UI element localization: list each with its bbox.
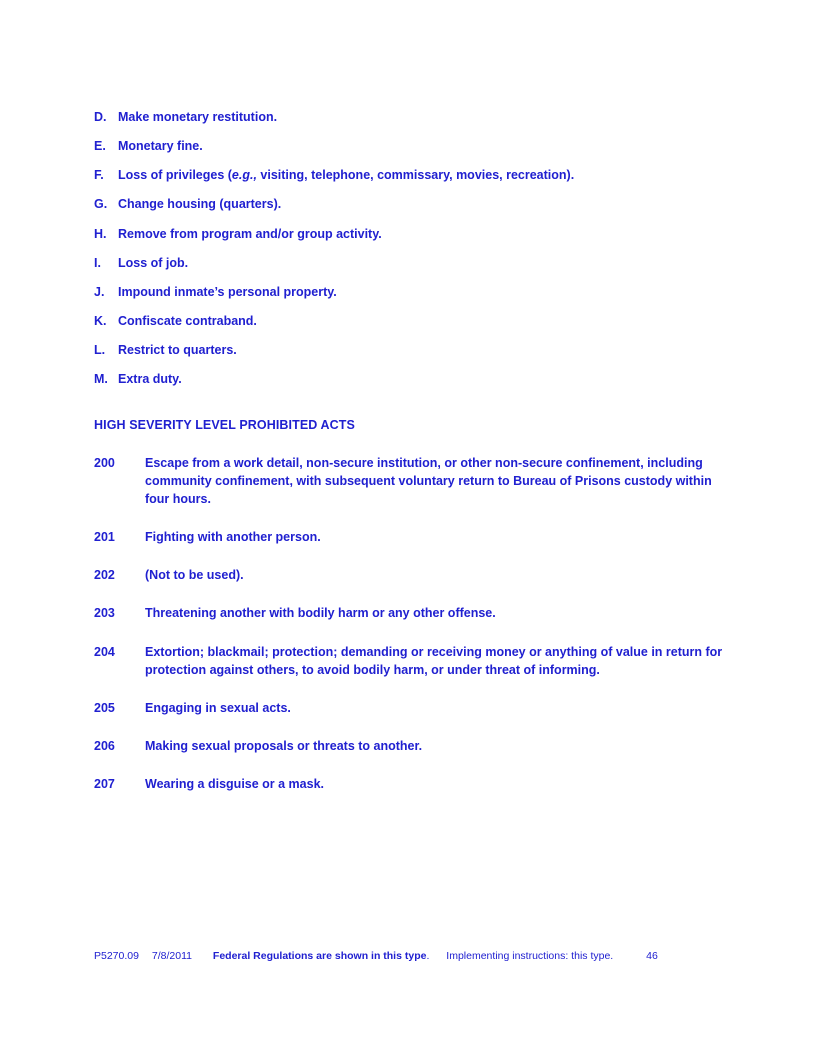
prohibited-act-code: 207 bbox=[94, 777, 115, 791]
document-body bbox=[94, 110, 734, 813]
prohibited-act-description: Wearing a disguise or a mask. bbox=[145, 777, 325, 791]
prohibited-act-code: 200 bbox=[94, 455, 115, 470]
prohibited-act-code: 201 bbox=[94, 530, 115, 545]
prohibited-act-code: 202 bbox=[94, 568, 115, 583]
list-item bbox=[94, 256, 734, 272]
list-item-text bbox=[118, 168, 734, 184]
list-item-text-italic: e.g., bbox=[231, 168, 257, 183]
list-item-marker: H. bbox=[94, 226, 107, 241]
footer-regulations-note: Federal Regulations are shown in this type bbox=[212, 950, 427, 962]
list-item-text: Loss of job. bbox=[118, 255, 189, 270]
list-item-text: Change housing (quarters). bbox=[118, 197, 282, 212]
list-item bbox=[94, 139, 734, 155]
footer-date: 7/8/2011 bbox=[151, 950, 192, 962]
list-item-text: Restrict to quarters. bbox=[118, 343, 237, 357]
list-item-text: Impound inmate’s personal property. bbox=[118, 284, 337, 299]
table-row bbox=[94, 737, 734, 755]
prohibited-act-description: Extortion; blackmail; protection; demanding or receiving money or anything of value in return for protection against others, to avoid bodily harm, or under threat of informing. bbox=[145, 644, 723, 677]
list-item-text: Remove from program and/or group activity. bbox=[118, 226, 382, 241]
table-row bbox=[94, 566, 734, 584]
list-item-marker: E. bbox=[94, 139, 106, 154]
list-item-text: Monetary fine. bbox=[118, 139, 203, 154]
list-item bbox=[94, 343, 734, 359]
list-item bbox=[94, 168, 734, 184]
list-item bbox=[94, 372, 734, 388]
section-heading: HIGH SEVERITY LEVEL PROHIBITED ACTS bbox=[94, 417, 355, 432]
table-row bbox=[94, 528, 734, 546]
footer-page-number: 46 bbox=[646, 950, 658, 962]
list-item-text: Extra duty. bbox=[118, 372, 182, 387]
prohibited-act-description: Fighting with another person. bbox=[145, 530, 321, 545]
prohibited-act-code: 206 bbox=[94, 738, 115, 753]
table-row bbox=[94, 454, 734, 508]
list-item-text-post: visiting, telephone, commissary, movies, recreation). bbox=[256, 168, 575, 183]
list-item-marker: L. bbox=[94, 343, 106, 357]
list-item bbox=[94, 197, 734, 213]
prohibited-act-description: (Not to be used). bbox=[145, 568, 244, 583]
footer-regulations-period: . bbox=[426, 950, 430, 962]
table-row bbox=[94, 643, 734, 679]
list-item-text: Confiscate contraband. bbox=[118, 313, 257, 328]
table-row bbox=[94, 699, 734, 717]
page-footer bbox=[94, 950, 734, 962]
list-item bbox=[94, 314, 734, 330]
list-item-marker: D. bbox=[94, 110, 107, 124]
list-item-marker: K. bbox=[94, 313, 107, 328]
list-item-marker: J. bbox=[94, 284, 105, 299]
table-row bbox=[94, 775, 734, 793]
list-item bbox=[94, 110, 734, 126]
list-item-marker: F. bbox=[94, 168, 104, 183]
prohibited-act-code: 203 bbox=[94, 606, 115, 621]
footer-document-id: P5270.09 bbox=[94, 950, 139, 962]
list-item bbox=[94, 285, 734, 301]
list-item-text: Make monetary restitution. bbox=[118, 110, 278, 124]
footer-instructions-note: Implementing instructions: this type. bbox=[446, 950, 614, 962]
table-row bbox=[94, 604, 734, 622]
list-item-marker: I. bbox=[94, 255, 101, 270]
prohibited-act-description: Making sexual proposals or threats to another. bbox=[145, 738, 423, 753]
prohibited-act-description: Threatening another with bodily harm or any other offense. bbox=[145, 606, 496, 621]
prohibited-act-code: 204 bbox=[94, 644, 115, 659]
list-item bbox=[94, 227, 734, 243]
list-item-marker: M. bbox=[94, 372, 108, 387]
prohibited-act-code: 205 bbox=[94, 700, 115, 715]
prohibited-act-description: Engaging in sexual acts. bbox=[145, 700, 291, 715]
prohibited-act-description: Escape from a work detail, non-secure institution, or other non-secure confinement, including community confinement, with subsequent voluntary return to Bureau of Prisons custody within four hours. bbox=[145, 455, 712, 506]
list-item-text-pre: Loss of privileges ( bbox=[118, 168, 232, 183]
list-item-marker: G. bbox=[94, 197, 108, 212]
